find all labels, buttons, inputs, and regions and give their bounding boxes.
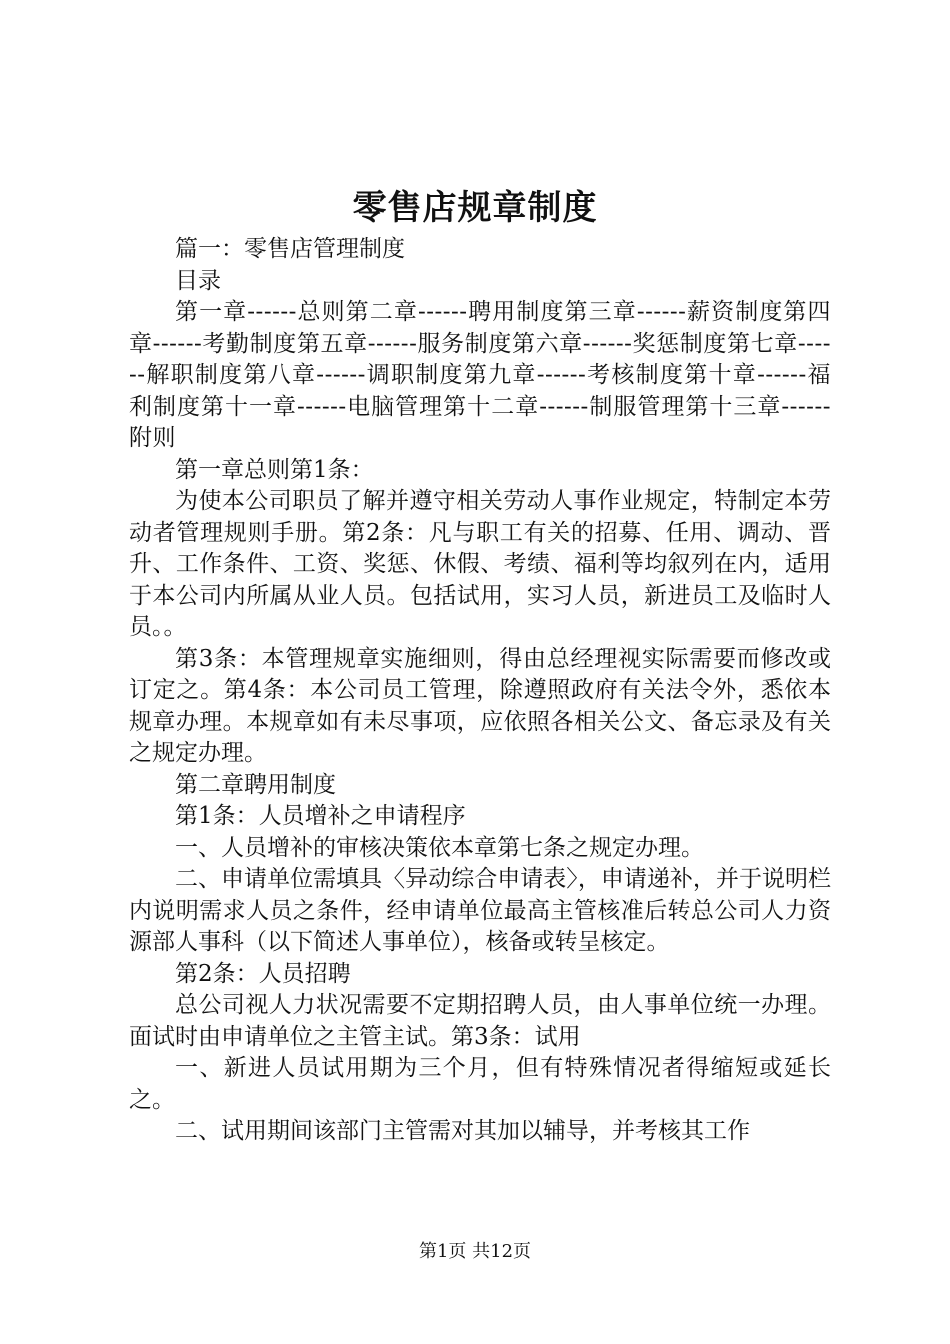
- paragraph-toc-heading: 目录: [175, 267, 221, 294]
- paragraph-body: 第3条：本管理规章实施细则，得由总经理视实际需要而修改或订定之。第4条：本公司员工管理，除遵照政府有关法令外，悉依本规章办理。本规章如有未尽事项，应依照各相关公文、备忘录及有关之规定办理。: [129, 645, 831, 766]
- paragraph-chapter-1-article-1: 第一章总则第1条：: [175, 456, 374, 483]
- page-number-footer: 第1页 共12页: [418, 1241, 532, 1262]
- paragraph-body: 为使本公司职员了解并遵守相关劳动人事作业规定，特制定本劳动者管理规则手册。第2条：凡与职工有关的招募、任用、调动、晋升、工作条件、工资、奖惩、休假、考绩、福利等均叙列在内，适用于本公司内所属从业人员。包括试用，实习人员，新进员工及临时人员。。: [129, 488, 831, 640]
- document-title: 零售店规章制度: [352, 188, 598, 228]
- paragraph-body: 总公司视人力状况需要不定期招聘人员，由人事单位统一办理。面试时由申请单位之主管主试。第3条：试用: [129, 992, 831, 1050]
- paragraph-section-heading: 篇一：零售店管理制度: [175, 236, 405, 262]
- paragraph-chapter-2-heading: 第二章聘用制度: [175, 771, 336, 798]
- paragraph-toc: 第一章------总则第二章------聘用制度第三章------薪资制度第四章------考勤制度第五章------服务制度第六章------奖惩制度第七章------解职制度第八章------调职制度第九章------考核制度第十章------福利制度第十一章------电脑管理第十二章------制服管理第十三章------附则: [129, 299, 831, 451]
- paragraph-article-heading: 第1条：人员增补之申请程序: [175, 803, 466, 829]
- paragraph-body: 二、申请单位需填具〈异动综合申请表〉，申请递补，并于说明栏内说明需求人员之条件，经申请单位最高主管核准后转总公司人力资源部人事科（以下简述人事单位），核备或转呈核定。: [129, 866, 831, 955]
- paragraph-body: 一、人员增补的审核决策依本章第七条之规定办理。: [175, 834, 704, 861]
- paragraph-body: 一、新进人员试用期为三个月，但有特殊情况者得缩短或延长之。: [129, 1055, 831, 1113]
- paragraph-article-heading: 第2条：人员招聘: [175, 960, 351, 987]
- document-body: [129, 234, 831, 1148]
- paragraph-body: 二、试用期间该部门主管需对其加以辅导，并考核其工作: [175, 1118, 750, 1144]
